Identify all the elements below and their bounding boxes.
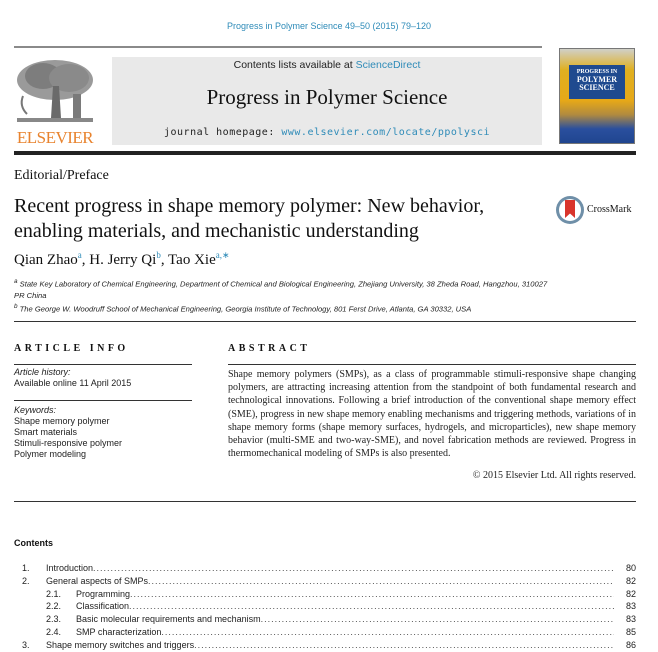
table-of-contents [14,562,636,652]
author-affil-sup[interactable]: a [77,250,82,260]
keyword: Shape memory polymer [14,416,110,426]
toc-leader [93,562,614,575]
contents-heading: Contents [14,538,53,548]
homepage-link[interactable]: www.elsevier.com/locate/ppolysci [281,127,491,138]
toc-leader [130,588,614,601]
toc-title[interactable]: Basic molecular requirements and mechanism [76,614,261,625]
cover-line: POLYMER [576,75,618,84]
affiliation [14,301,554,315]
toc-item[interactable] [14,626,636,639]
journal-citation[interactable]: Progress in Polymer Science 49–50 (2015) 79–120 [226,21,432,31]
toc-title[interactable]: Introduction [46,563,94,573]
toc-item[interactable] [14,639,636,652]
toc-leader [129,600,614,613]
affiliation-text: The George W. Woodruff School of Mechanical Engineering, Georgia Institute of Technology, 801 Ferst Drive, Atlanta, GA 30332, USA [19,304,472,314]
affiliation-sup: a [14,278,18,285]
toc-page: 80 [625,563,636,573]
journal-title: Progress in Polymer Science [206,85,448,109]
affiliation [14,276,554,301]
toc-leader [148,575,614,588]
header-rule [14,46,542,48]
keyword: Smart materials [14,427,78,437]
author-list: Qian Zhao$^a$, H. Jerry Qi$^b$, Tao Xie$^{a,∗}$ [14,250,230,268]
author-name[interactable]: Tao Xie [168,252,216,268]
toc-item[interactable] [14,600,636,613]
history-value: Available online 11 April 2015 [14,378,132,388]
toc-page: 83 [625,614,636,625]
toc-page: 86 [625,639,636,650]
cover-line: PROGRESS IN [576,69,618,75]
toc-item[interactable] [14,588,636,601]
toc-number: 2.3. [46,614,62,625]
journal-homepage [112,127,542,138]
journal-cover-image[interactable] [559,48,635,144]
copyright: © 2015 Elsevier Ltd. All rights reserved. [472,470,636,481]
toc-page: 85 [625,626,636,637]
section-rule [14,321,636,322]
cover-title-box [569,65,625,99]
toc-page: 83 [625,601,636,612]
author-name[interactable]: H. Jerry Qi [89,252,157,268]
toc-leader [261,613,614,626]
author-affil-sup[interactable]: a,∗ [215,250,230,260]
article-info-heading: ARTICLE INFO [14,343,129,354]
homepage-prefix: journal homepage: [163,127,282,138]
elsevier-tree-icon [13,56,97,128]
abstract-rule [228,364,636,365]
keywords [14,405,122,460]
toc-page: 82 [625,575,636,586]
publisher-name: ELSEVIER [16,128,94,147]
keywords-label: Keywords: [14,405,57,415]
toc-number: 2.4. [46,626,62,637]
toc-number: 2.1. [46,588,62,599]
toc-title[interactable]: General aspects of SMPs [46,575,149,586]
toc-title[interactable]: SMP characterization [76,626,162,637]
toc-number: 2.2. [46,601,62,612]
affiliation-text: State Key Laboratory of Chemical Engineering, Department of Chemical and Biological Engineering, Zhejiang University, 38 Zheda Road, Hangzhou, 310027 PR China [14,279,548,300]
toc-number: 3. [22,639,30,650]
toc-item[interactable] [14,575,636,588]
affiliations [14,276,554,314]
toc-item[interactable] [14,613,636,626]
toc-number: 1. [22,563,30,573]
toc-item[interactable] [14,562,636,575]
sciencedirect-link[interactable]: ScienceDirect [355,59,421,71]
toc-title[interactable]: Programming [76,588,131,599]
elsevier-logo [13,56,97,148]
section-type: Editorial/Preface [14,168,109,183]
section-rule [14,501,636,502]
toc-title[interactable]: Shape memory switches and triggers [46,639,195,650]
toc-title[interactable]: Classification [76,601,130,612]
cover-line: SCIENCE [579,83,615,92]
abstract-text: Shape memory polymers (SMPs), as a class of programmable stimuli-responsive shape changing polymers, are attracting increasing attention from the standpoint of both fundamental research and technological innovations. Following a brief introduction of the conventional shape memory effect (SME), progress in new shape memory enabling mechanisms and triggering methods, variations of in shape memory forms (shape memory surfaces, hydrogels, and microparticles), new shape memory behavior (multi-SME and two-way-SME), and novel fabrication methods are reviewed. Progress in thermomechanical modeling of SMPs is also presented. [228,369,636,460]
history-label: Article history: [14,367,71,377]
affiliation-sup: b [14,302,18,310]
toc-number: 2. [22,575,30,586]
author-name[interactable]: Qian Zhao [14,252,78,268]
article-history [14,367,131,389]
contents-availability [112,59,542,71]
journal-banner [112,57,542,145]
author-affil-sup[interactable]: b [156,250,161,260]
toc-page: 82 [625,588,636,599]
article-title: Recent progress in shape memory polymer: New behavior, enabling materials, and mechanistic understanding [14,195,485,242]
keyword: Polymer modeling [14,449,87,459]
info-rule [14,400,192,401]
abstract-heading: ABSTRACT [228,343,311,354]
keyword: Stimuli-responsive polymer [14,438,123,448]
contents-prefix: Contents lists available at [233,59,356,71]
header-thick-rule [14,151,636,155]
toc-leader [161,626,614,639]
toc-leader [194,639,614,652]
crossmark-label: CrossMark [587,204,632,215]
info-rule [14,364,192,365]
